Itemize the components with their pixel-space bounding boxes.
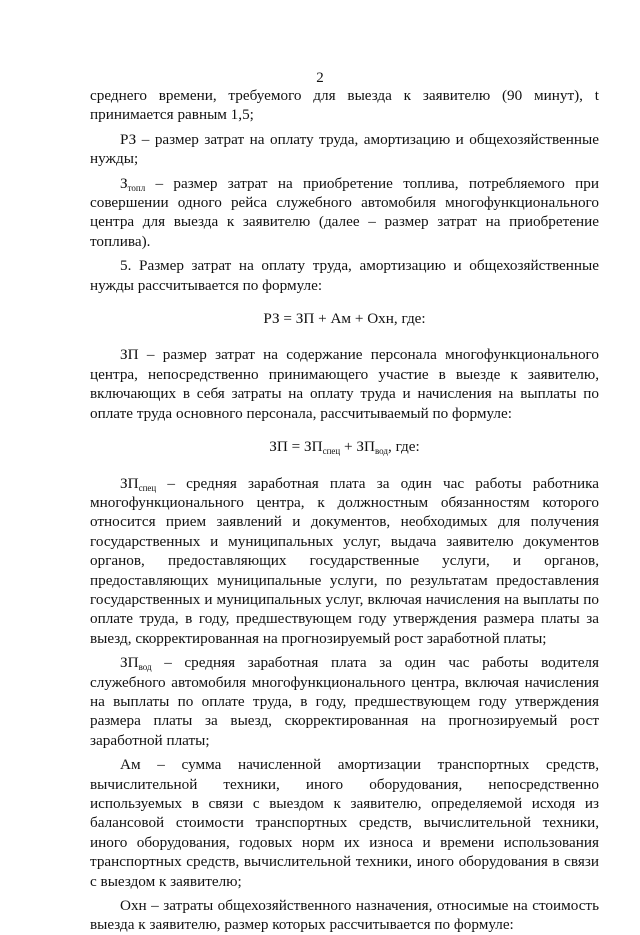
formula-rz: РЗ = ЗП + Ам + Охн, где: — [263, 310, 426, 328]
term-symbol: ЗП — [120, 654, 139, 672]
formula-lhs: ЗП = ЗП — [269, 438, 323, 456]
paragraph-ztopl-definition — [90, 174, 599, 252]
term-text: – средняя заработная плата за один час работы работника многофункционального центра, к должностным обязанностям которого относится прием заявлений и документов, необходимых для получения государственных и муниципальных услуг, выдача заявителю документов органов, предоставляющих государственные услуги, и органов, предоставляющих муниципальные услуги, по результатам предоставления государственных и муниципальных услуг, включая начисления на выплаты по оплате труда, в году, предшествующем году утверждения размера платы за выезд, скорректированная на прогнозируемый рост заработной платы; — [90, 474, 599, 647]
formula-subscript-vod: вод — [374, 446, 388, 457]
term-symbol: ЗП — [120, 474, 139, 492]
term-subscript: вод — [138, 662, 152, 673]
paragraph-zpspec-definition — [90, 474, 599, 649]
paragraph-am-definition: Ам – сумма начисленной амортизации транспортных средств, вычислительной техники, иного оборудования, непосредственно используемых в связи с выездом к заявителю, определяемой исходя из балансовой стоимости транспортных средств, вычислительной техники, иного оборудования, годовых норм их износа и времени использования транспортных средств, вычислительной техники, иного оборудования в связи с выездом к заявителю; — [90, 756, 599, 890]
paragraph-zp-definition: ЗП – размер затрат на содержание персонала многофункционального центра, непосредственно принимающего участие в выезде к заявителю, включающих в себя затраты на оплату труда и начисления на выплаты по оплате труда основного персонала, рассчитываемый по формуле: — [90, 346, 599, 422]
term-text: – размер затрат на приобретение топлива, потребляемого при совершении одного рейса служебного автомобиля многофункционального центра для выезда к заявителю (далее – размер затрат на приобретение топлива). — [90, 174, 599, 250]
term-text: – средняя заработная плата за один час работы водителя служебного автомобиля многофункционального центра, включая начисления на выплаты по оплате труда, в году, предшествующем году утверждения размера платы за выезд, скорректированная на прогнозируемый рост заработной платы; — [90, 654, 599, 749]
term-subscript: спец — [138, 482, 157, 493]
paragraph-continuation: среднего времени, требуемого для выезда к заявителю (90 минут), t принимается равным 1,5; — [90, 87, 599, 124]
paragraph-ohn-definition: Охн – затраты общехозяйственного назначения, относимые на стоимость выезда к заявителю, размер которых рассчитывается по формуле: — [90, 897, 599, 934]
paragraph-rz-definition: РЗ – размер затрат на оплату труда, амортизацию и общехозяйственные нужды; — [90, 130, 599, 168]
term-subscript: топл — [127, 182, 146, 193]
formula-tail: , где: — [387, 438, 420, 456]
paragraph-item-5: 5. Размер затрат на оплату труда, амортизацию и общехозяйственные нужды рассчитывается по формуле: — [90, 257, 599, 294]
formula-zp — [90, 437, 599, 456]
formula-subscript-spec: спец — [322, 446, 341, 457]
formula-plus: + ЗП — [340, 438, 375, 456]
paragraph-zpvod-definition — [90, 653, 599, 750]
document-body — [90, 86, 599, 935]
term-symbol: З — [120, 174, 128, 192]
page-number: 2 — [316, 70, 324, 86]
